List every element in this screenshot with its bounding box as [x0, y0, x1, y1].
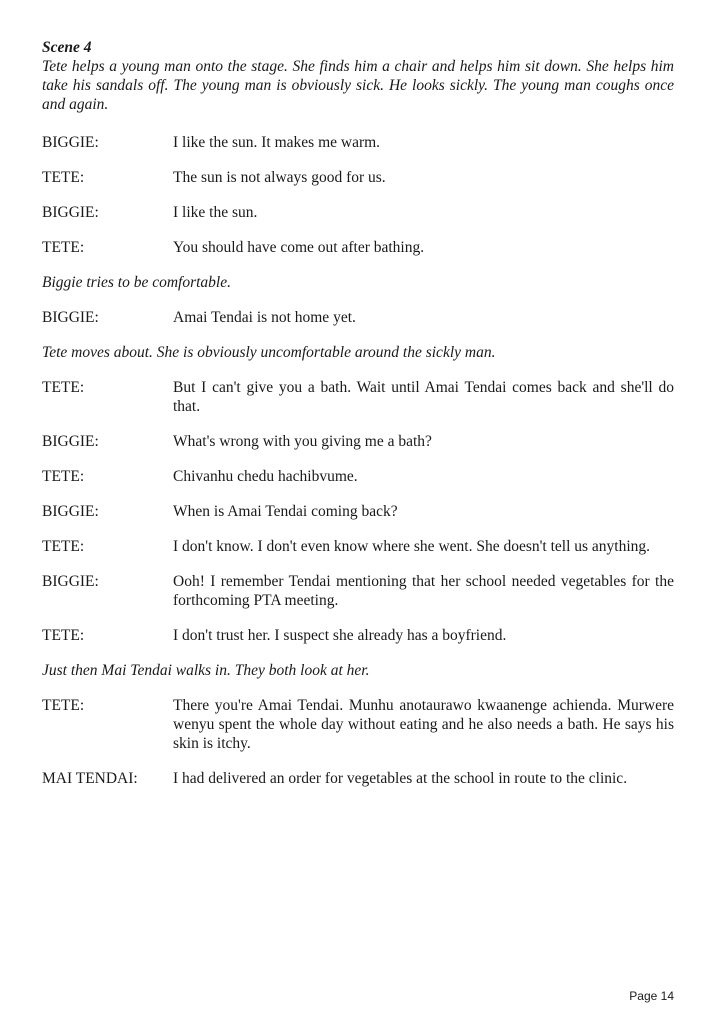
speech: You should have come out after bathing.	[173, 239, 425, 256]
speech: When is Amai Tendai coming back?	[173, 503, 398, 520]
dialogue-line	[42, 432, 674, 451]
speaker: BIGGIE:	[42, 204, 99, 221]
speech: I like the sun.	[173, 204, 258, 221]
speaker: MAI TENDAI:	[42, 770, 138, 787]
dialogue-line	[42, 502, 674, 521]
dialogue-line	[42, 168, 674, 187]
speech: I don't know. I don't even know where she went. She doesn't tell us anything.	[173, 538, 651, 555]
speaker: BIGGIE:	[42, 309, 99, 326]
speech: There you're Amai Tendai. Munhu anotaurawo kwaanenge achienda. Murwere wenyu spent the whole day without eating and he also needs a bath. He says his skin is itchy.	[173, 697, 674, 752]
speaker: BIGGIE:	[42, 503, 99, 520]
speech: Amai Tendai is not home yet.	[173, 309, 356, 326]
speech: I like the sun. It makes me warm.	[173, 134, 381, 151]
stage-direction: Tete moves about. She is obviously uncomfortable around the sickly man.	[42, 344, 496, 361]
speaker: TETE:	[42, 239, 85, 256]
dialogue-line	[42, 572, 674, 610]
speech: Ooh! I remember Tendai mentioning that her school needed vegetables for the forthcoming PTA meeting.	[173, 573, 674, 609]
dialogue-line	[42, 467, 674, 486]
speaker: TETE:	[42, 169, 85, 186]
speech: The sun is not always good for us.	[173, 169, 386, 186]
opening-stage-direction: Tete helps a young man onto the stage. She finds him a chair and helps him sit down. She helps him take his sandals off. The young man is obviously sick. He looks sickly. The young man coughs once and again.	[42, 58, 674, 113]
speech: Chivanhu chedu hachibvume.	[173, 468, 358, 485]
dialogue-line	[42, 133, 674, 152]
speaker: BIGGIE:	[42, 573, 99, 590]
speech: I don't trust her. I suspect she already has a boyfriend.	[173, 627, 507, 644]
speaker: BIGGIE:	[42, 134, 99, 151]
speaker: TETE:	[42, 627, 85, 644]
dialogue-line	[42, 378, 674, 416]
speaker: TETE:	[42, 538, 85, 555]
script-page	[42, 38, 674, 788]
dialogue-line	[42, 769, 674, 788]
dialogue-line	[42, 203, 674, 222]
page-number: Page 14	[629, 989, 674, 1003]
speaker: TETE:	[42, 697, 85, 714]
speaker: TETE:	[42, 468, 85, 485]
speech: I had delivered an order for vegetables at the school in route to the clinic.	[173, 770, 628, 787]
dialogue-line	[42, 696, 674, 753]
stage-direction: Biggie tries to be comfortable.	[42, 274, 231, 291]
dialogue-line	[42, 308, 674, 327]
dialogue-line	[42, 238, 674, 257]
stage-direction: Just then Mai Tendai walks in. They both look at her.	[42, 662, 370, 679]
speech: What's wrong with you giving me a bath?	[173, 433, 432, 450]
scene-title: Scene 4	[42, 39, 92, 56]
dialogue-line	[42, 626, 674, 645]
dialogue-line	[42, 537, 674, 556]
speech: But I can't give you a bath. Wait until Amai Tendai comes back and she'll do that.	[173, 379, 674, 415]
speaker: TETE:	[42, 379, 85, 396]
speaker: BIGGIE:	[42, 433, 99, 450]
